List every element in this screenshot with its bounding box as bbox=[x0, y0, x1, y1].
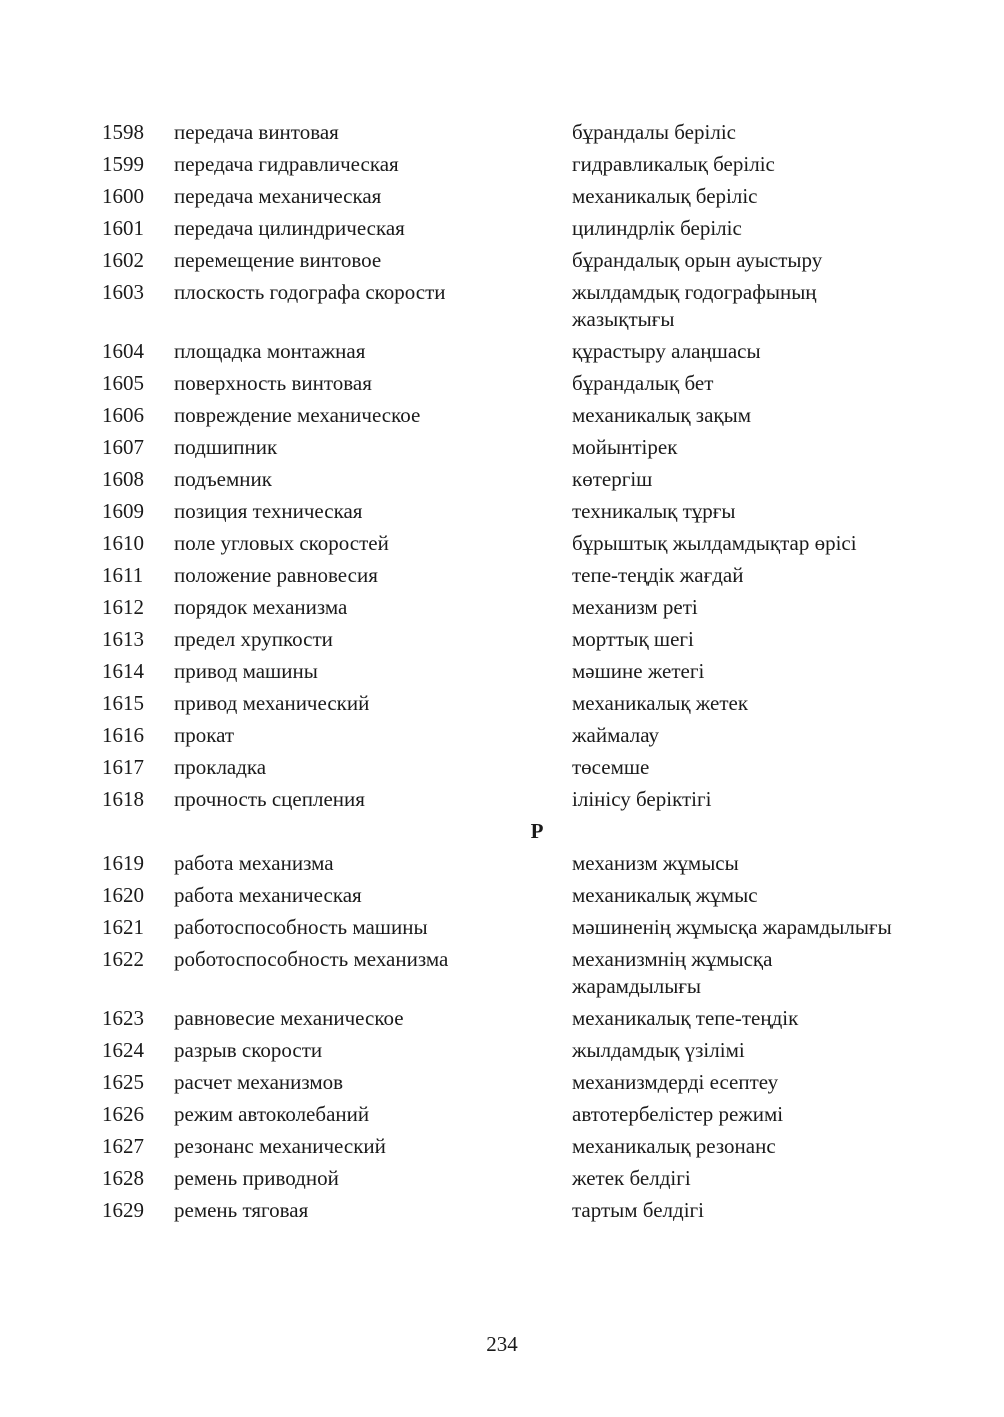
russian-term: режим автоколебаний bbox=[174, 1102, 370, 1126]
russian-term: передача гидравлическая bbox=[174, 152, 399, 176]
entry-number: 1619 bbox=[102, 851, 144, 875]
entry-row bbox=[0, 1131, 1004, 1163]
entry-row bbox=[0, 592, 1004, 624]
entry-number: 1613 bbox=[102, 627, 144, 651]
entry-number: 1601 bbox=[102, 216, 144, 240]
kazakh-term: цилиндрлік беріліс bbox=[572, 216, 742, 240]
kazakh-term: бұрыштық жылдамдықтар өрісі bbox=[572, 531, 857, 555]
kazakh-term: техникалық тұрғы bbox=[572, 499, 736, 523]
entry-number: 1622 bbox=[102, 947, 144, 971]
entry-number: 1605 bbox=[102, 371, 144, 395]
kazakh-term: механикалық жетек bbox=[572, 691, 749, 715]
russian-term: роботоспособность механизма bbox=[174, 947, 449, 971]
entry-number: 1618 bbox=[102, 787, 144, 811]
kazakh-term: көтергіш bbox=[572, 467, 653, 491]
entry-row bbox=[0, 720, 1004, 752]
russian-term: ремень приводной bbox=[174, 1166, 339, 1190]
entry-row bbox=[0, 880, 1004, 912]
russian-term: порядок механизма bbox=[174, 595, 348, 619]
kazakh-term: механизм реті bbox=[572, 595, 698, 619]
russian-term: поле угловых скоростей bbox=[174, 531, 389, 555]
russian-term: передача винтовая bbox=[174, 120, 339, 144]
entry-number: 1603 bbox=[102, 280, 144, 304]
russian-term: подшипник bbox=[174, 435, 278, 459]
russian-term: площадка монтажная bbox=[174, 339, 366, 363]
entry-row bbox=[0, 400, 1004, 432]
entry-row bbox=[0, 1163, 1004, 1195]
entry-list-p bbox=[0, 117, 1004, 816]
entry-number: 1625 bbox=[102, 1070, 144, 1094]
russian-term: повреждение механическое bbox=[174, 403, 421, 427]
russian-term: перемещение винтовое bbox=[174, 248, 382, 272]
kazakh-term: тепе-теңдік жағдай bbox=[572, 563, 744, 587]
entry-row bbox=[0, 1003, 1004, 1035]
kazakh-term: механикалық зақым bbox=[572, 403, 752, 427]
entry-number: 1611 bbox=[102, 563, 144, 587]
russian-term: прочность сцепления bbox=[174, 787, 365, 811]
entry-row bbox=[0, 784, 1004, 816]
entry-row bbox=[0, 848, 1004, 880]
russian-term: привод машины bbox=[174, 659, 318, 683]
kazakh-term: мойынтірек bbox=[572, 435, 678, 459]
entry-number: 1602 bbox=[102, 248, 144, 272]
section-letter: Р bbox=[530, 819, 544, 843]
kazakh-term: бұрандалық бет bbox=[572, 371, 714, 395]
entry-row bbox=[0, 688, 1004, 720]
entry-number: 1606 bbox=[102, 403, 144, 427]
kazakh-term: ілінісу беріктігі bbox=[572, 787, 712, 811]
entry-row bbox=[0, 277, 1004, 336]
kazakh-term: механикалық тепе-теңдік bbox=[572, 1006, 799, 1030]
entry-number: 1616 bbox=[102, 723, 144, 747]
kazakh-term: тартым белдігі bbox=[572, 1198, 704, 1222]
russian-term: ремень тяговая bbox=[174, 1198, 309, 1222]
kazakh-term: жылдамдық годографының жазықтығы bbox=[572, 280, 817, 331]
entry-row bbox=[0, 245, 1004, 277]
kazakh-term: бұрандалы беріліс bbox=[572, 120, 736, 144]
entry-number: 1623 bbox=[102, 1006, 144, 1030]
entry-number: 1627 bbox=[102, 1134, 144, 1158]
entry-number: 1608 bbox=[102, 467, 144, 491]
entry-row bbox=[0, 336, 1004, 368]
kazakh-term: мәшине жетегі bbox=[572, 659, 705, 683]
russian-term: плоскость годографа скорости bbox=[174, 280, 446, 304]
entry-row bbox=[0, 213, 1004, 245]
kazakh-term: бұрандалық орын ауыстыру bbox=[572, 248, 823, 272]
entry-number: 1628 bbox=[102, 1166, 144, 1190]
kazakh-term: жаймалау bbox=[572, 723, 659, 747]
entry-row bbox=[0, 464, 1004, 496]
russian-term: прокладка bbox=[174, 755, 267, 779]
entry-row bbox=[0, 496, 1004, 528]
entry-list-r bbox=[0, 848, 1004, 1227]
russian-term: разрыв скорости bbox=[174, 1038, 323, 1062]
kazakh-term: жылдамдық үзілімі bbox=[572, 1038, 745, 1062]
entry-row bbox=[0, 181, 1004, 213]
entry-row bbox=[0, 432, 1004, 464]
entry-row bbox=[0, 560, 1004, 592]
entry-row bbox=[0, 912, 1004, 944]
entry-row bbox=[0, 656, 1004, 688]
entry-row bbox=[0, 752, 1004, 784]
entry-number: 1612 bbox=[102, 595, 144, 619]
entry-number: 1615 bbox=[102, 691, 144, 715]
entry-row bbox=[0, 1195, 1004, 1227]
entry-number: 1629 bbox=[102, 1198, 144, 1222]
russian-term: передача механическая bbox=[174, 184, 382, 208]
kazakh-term: жетек белдігі bbox=[572, 1166, 691, 1190]
russian-term: работа механизма bbox=[174, 851, 334, 875]
entry-number: 1620 bbox=[102, 883, 144, 907]
russian-term: подъемник bbox=[174, 467, 272, 491]
entry-row bbox=[0, 624, 1004, 656]
entry-row bbox=[0, 944, 1004, 1003]
kazakh-term: мәшиненің жұмысқа жарамдылығы bbox=[572, 915, 892, 939]
entry-row bbox=[0, 149, 1004, 181]
entry-number: 1600 bbox=[102, 184, 144, 208]
kazakh-term: төсемше bbox=[572, 755, 650, 779]
entry-number: 1626 bbox=[102, 1102, 144, 1126]
russian-term: поверхность винтовая bbox=[174, 371, 372, 395]
russian-term: прокат bbox=[174, 723, 235, 747]
entry-row bbox=[0, 117, 1004, 149]
entry-number: 1599 bbox=[102, 152, 144, 176]
entry-number: 1609 bbox=[102, 499, 144, 523]
kazakh-term: механизмнің жұмысқа жарамдылығы bbox=[572, 947, 773, 998]
kazakh-term: механизм жұмысы bbox=[572, 851, 739, 875]
entry-number: 1610 bbox=[102, 531, 144, 555]
entry-row bbox=[0, 368, 1004, 400]
russian-term: работоспособность машины bbox=[174, 915, 428, 939]
entry-number: 1598 bbox=[102, 120, 144, 144]
kazakh-term: автотербелістер режимі bbox=[572, 1102, 784, 1126]
russian-term: положение равновесия bbox=[174, 563, 378, 587]
entry-number: 1604 bbox=[102, 339, 144, 363]
entry-number: 1617 bbox=[102, 755, 144, 779]
page-number: 234 bbox=[486, 1332, 518, 1356]
kazakh-term: механизмдерді есептеу bbox=[572, 1070, 779, 1094]
kazakh-term: механикалық жұмыс bbox=[572, 883, 758, 907]
entry-row bbox=[0, 528, 1004, 560]
entry-row bbox=[0, 1099, 1004, 1131]
entry-number: 1624 bbox=[102, 1038, 144, 1062]
entry-row bbox=[0, 1035, 1004, 1067]
dictionary-page bbox=[0, 117, 1004, 1227]
kazakh-term: гидравликалық беріліс bbox=[572, 152, 775, 176]
kazakh-term: құрастыру алаңшасы bbox=[572, 339, 761, 363]
kazakh-term: морттық шегі bbox=[572, 627, 694, 651]
russian-term: позиция техническая bbox=[174, 499, 363, 523]
russian-term: равновесие механическое bbox=[174, 1006, 404, 1030]
russian-term: передача цилиндрическая bbox=[174, 216, 405, 240]
kazakh-term: механикалық резонанс bbox=[572, 1134, 776, 1158]
entry-number: 1621 bbox=[102, 915, 144, 939]
russian-term: расчет механизмов bbox=[174, 1070, 344, 1094]
russian-term: работа механическая bbox=[174, 883, 362, 907]
kazakh-term: механикалық беріліс bbox=[572, 184, 758, 208]
russian-term: привод механический bbox=[174, 691, 370, 715]
entry-number: 1607 bbox=[102, 435, 144, 459]
russian-term: предел хрупкости bbox=[174, 627, 333, 651]
entry-number: 1614 bbox=[102, 659, 144, 683]
russian-term: резонанс механический bbox=[174, 1134, 386, 1158]
entry-row bbox=[0, 1067, 1004, 1099]
